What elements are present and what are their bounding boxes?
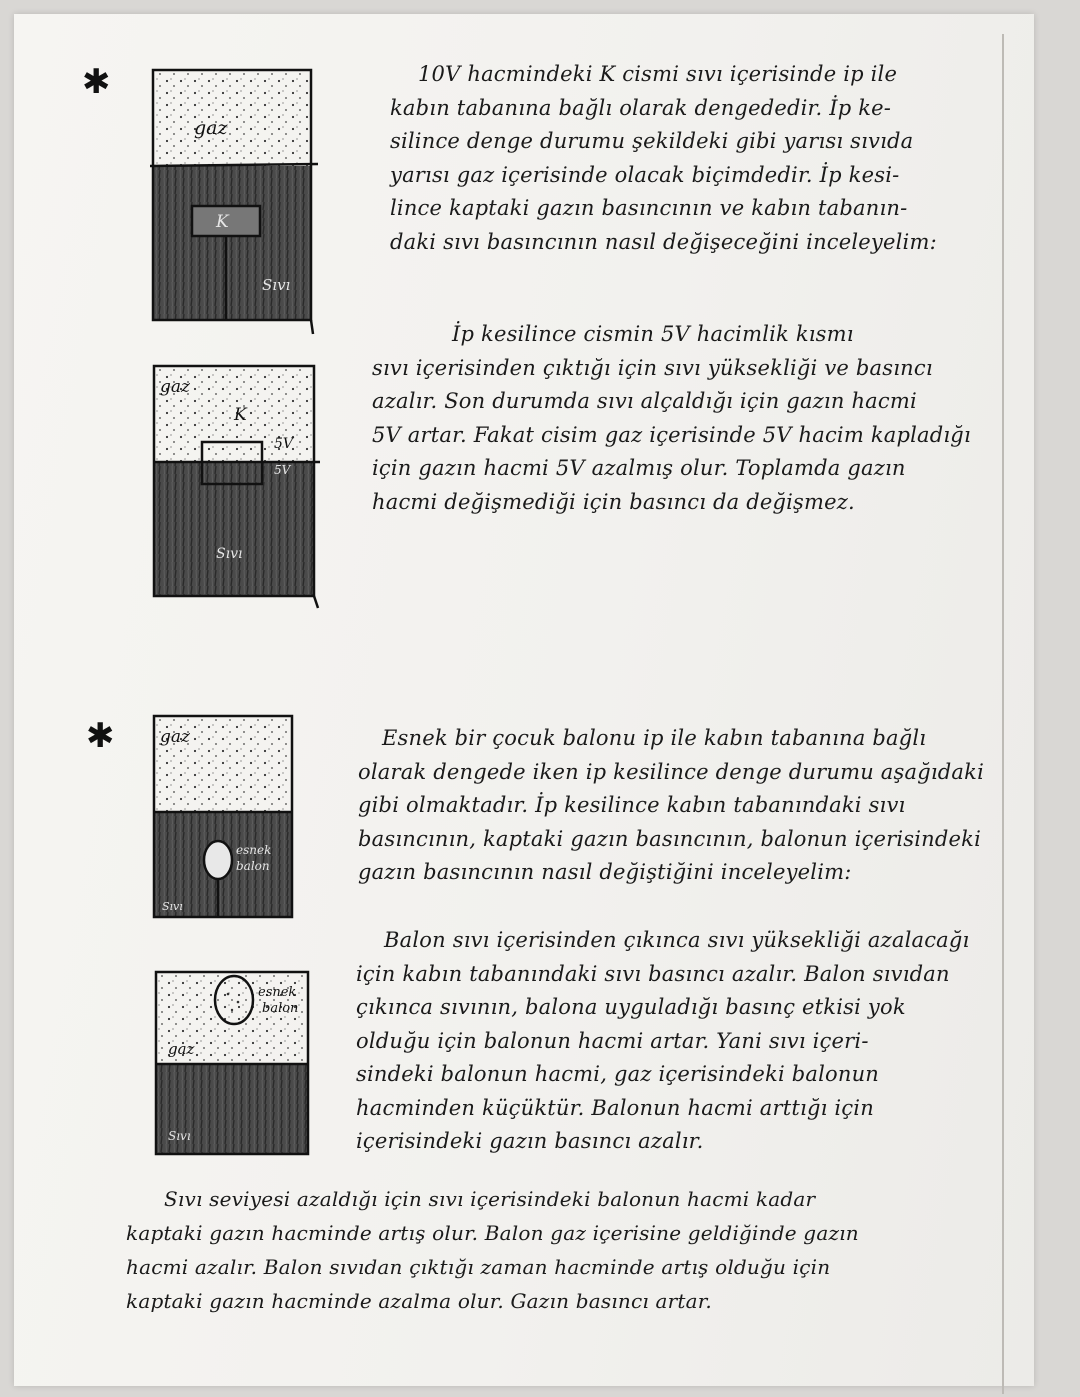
object-label: K bbox=[234, 405, 247, 425]
text-line: olarak dengede iken ip kesilince denge durumu aşağıdaki bbox=[358, 759, 984, 784]
liquid-label: Sıvı bbox=[262, 276, 291, 294]
text-line: 10V hacmindeki K cismi sıvı içerisinde ip ile bbox=[418, 62, 898, 86]
text-line: kaptaki gazın hacminde artış olur. Balon gaz içerisine geldiğinde gazın bbox=[126, 1221, 859, 1245]
liquid-label: Sıvı bbox=[168, 1129, 191, 1143]
lower-volume-label: 5V bbox=[274, 463, 291, 477]
text-line: kabın tabanına bağlı olarak dengededir. İp ke- bbox=[390, 95, 892, 120]
text-line: 5V artar. Fakat cisim gaz içerisinde 5V hacim kapladığı bbox=[372, 422, 971, 447]
liquid-label: Sıvı bbox=[162, 900, 183, 913]
balloon-label-1: esnek bbox=[236, 843, 272, 857]
text-line: lince kaptaki gazın basıncının ve kabın tabanın- bbox=[390, 196, 908, 220]
gas-label: gaz bbox=[168, 1040, 195, 1058]
star-marker-1: ✱ bbox=[82, 62, 111, 102]
gas-label: gaz bbox=[160, 377, 190, 397]
text-line: için kabın tabanındaki sıvı basıncı azalır. Balon sıvıdan bbox=[356, 961, 950, 986]
figure-container-floating-object bbox=[150, 362, 330, 612]
text-line: azalır. Son durumda sıvı alçaldığı için gazın hacmi bbox=[372, 389, 917, 413]
liquid-region bbox=[153, 166, 311, 320]
paragraph-intro-balloon bbox=[358, 722, 984, 890]
text-line: hacmi değişmediği için basıncı da değişmez. bbox=[372, 489, 855, 514]
paragraph-intro-object bbox=[390, 58, 937, 259]
text-line: daki sıvı basıncının nasıl değişeceğini inceleyelim: bbox=[390, 229, 937, 254]
paragraph-gas-volume-summary bbox=[126, 1182, 859, 1318]
text-line: çıkınca sıvının, balona uyguladığı basınç etkisi yok bbox=[356, 995, 906, 1019]
paragraph-balloon-exits-liquid bbox=[356, 924, 969, 1159]
text-line: basıncının, kaptaki gazın basıncının, balonun içerisindeki bbox=[358, 826, 982, 851]
text-line: kaptaki gazın hacminde azalma olur. Gazın basıncı artar. bbox=[126, 1289, 712, 1313]
balloon-label-2: balon bbox=[262, 1001, 299, 1016]
gas-label: gaz bbox=[160, 727, 190, 747]
gas-region bbox=[153, 70, 311, 166]
text-line: sindeki balonun hacmi, gaz içerisindeki balonun bbox=[356, 1062, 880, 1086]
liquid-label: Sıvı bbox=[216, 546, 243, 562]
text-line: gazın basıncının nasıl değiştiğini inceleyelim: bbox=[358, 860, 852, 884]
text-line: İp kesilince cismin 5V hacimlik kısmı bbox=[452, 322, 854, 346]
balloon-label-2: balon bbox=[236, 859, 270, 873]
gas-label: gaz bbox=[194, 117, 228, 139]
text-line: içerisindeki gazın basıncı azalır. bbox=[356, 1129, 704, 1153]
figure-container-tied-balloon bbox=[150, 712, 300, 927]
page-edge-line bbox=[1002, 34, 1004, 1394]
text-line: sıvı içerisinden çıktığı için sıvı yüksekliği ve basıncı bbox=[372, 355, 933, 380]
upper-volume-label: 5V bbox=[274, 436, 294, 452]
text-line: silince denge durumu şekildeki gibi yarısı sıvıda bbox=[390, 129, 914, 153]
text-line: Balon sıvı içerisinden çıkınca sıvı yüksekliği azalacağı bbox=[384, 928, 970, 952]
text-line: Sıvı seviyesi azaldığı için sıvı içerisindeki balonun hacmi kadar bbox=[164, 1187, 816, 1211]
text-line: olduğu için balonun hacmi artar. Yani sıvı içeri- bbox=[356, 1028, 869, 1053]
balloon-small bbox=[204, 841, 232, 879]
figure-container-tied-object bbox=[150, 66, 320, 336]
liquid-region bbox=[154, 462, 314, 596]
object-label: K bbox=[216, 212, 229, 232]
text-line: gibi olmaktadır. İp kesilince kabın tabanındaki sıvı bbox=[358, 793, 906, 817]
paragraph-cut-rope-object bbox=[372, 318, 971, 519]
text-line: hacmi azalır. Balon sıvıdan çıktığı zaman hacminde artış olduğu için bbox=[126, 1255, 831, 1279]
text-line: Esnek bir çocuk balonu ip ile kabın tabanına bağlı bbox=[382, 726, 927, 750]
text-line: yarısı gaz içerisinde olacak biçimdedir. İp kesi- bbox=[390, 162, 900, 187]
text-line: için gazın hacmi 5V azalmış olur. Toplamda gazın bbox=[372, 456, 906, 480]
figure-container-free-balloon bbox=[152, 968, 317, 1163]
text-line: hacminden küçüktür. Balonun hacmi arttığı için bbox=[356, 1095, 874, 1120]
star-marker-2: ✱ bbox=[86, 716, 115, 756]
balloon-label-1: esnek bbox=[258, 985, 297, 1000]
